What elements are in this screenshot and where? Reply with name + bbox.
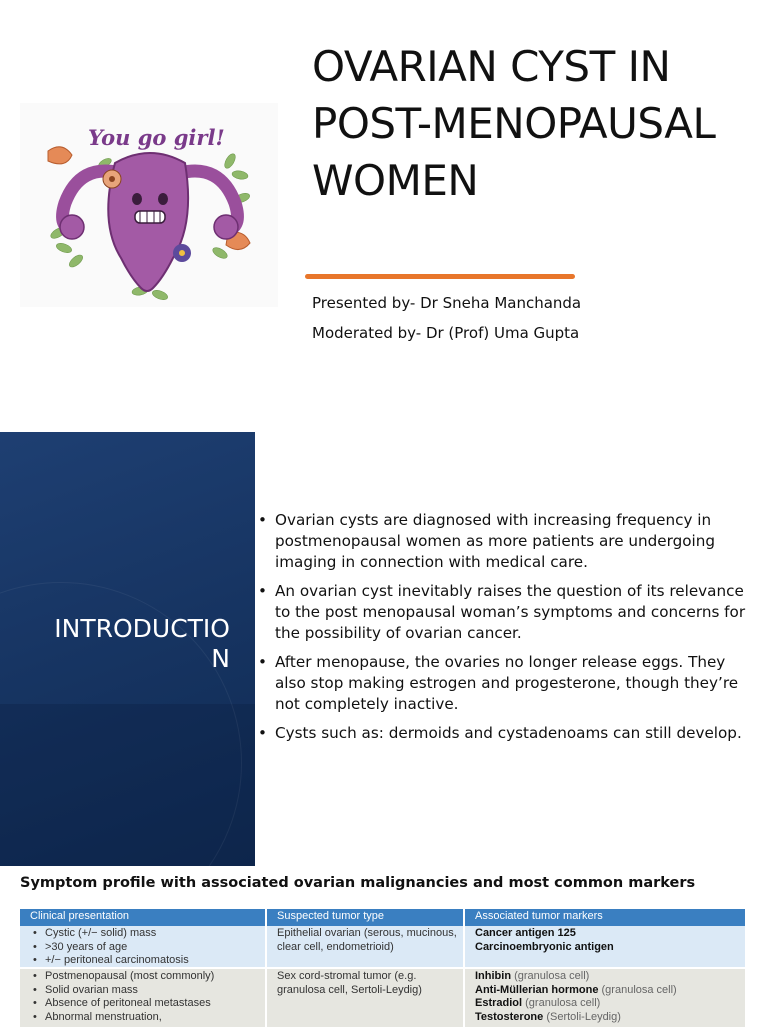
bullet-item: • After menopause, the ovaries no longer release eggs. They also stop making estrogen and progesterone, though they’re not completely inactive. bbox=[258, 653, 739, 713]
illustration-caption: You go girl! bbox=[88, 125, 225, 150]
tumor-marker-slide bbox=[0, 866, 768, 1024]
moderator-line: Moderated by- Dr (Prof) Uma Gupta bbox=[312, 324, 580, 342]
bullet-item: • Ovarian cysts are diagnosed with increasing frequency in postmenopausal women as more patients are undergoing imaging in connection with medical care. bbox=[258, 511, 716, 571]
bullet-item: • Cysts such as: dermoids and cystadenoams can still develop. bbox=[258, 724, 742, 742]
uterus-cartoon-icon bbox=[20, 103, 278, 307]
table-row bbox=[20, 926, 747, 967]
presentation-cell: • Postmenopausal (most commonly) • Solid ovarian mass • Absence of peritoneal metastases • Abnormal menstruation, bbox=[20, 967, 267, 1027]
title-slide bbox=[0, 0, 768, 432]
presentation-cell: • Cystic (+/− solid) mass • >30 years of age • +/− peritoneal carcinomatosis bbox=[20, 926, 267, 967]
tumor-marker-table bbox=[20, 909, 747, 1027]
uterus-illustration bbox=[20, 103, 278, 307]
table-caption: Symptom profile with associated ovarian malignancies and most common markers bbox=[20, 875, 696, 891]
markers-cell: Inhibin (granulosa cell) Anti-Müllerian hormone (granulosa cell) Estradiol (granulosa cell) Testosterone (Sertoli-Leydig) bbox=[465, 967, 747, 1027]
tumor-type-cell: Sex cord-stromal tumor (e.g. granulosa cell, Sertoli-Leydig) bbox=[267, 967, 465, 1027]
bullet-list bbox=[258, 510, 758, 752]
presenter-line: Presented by- Dr Sneha Manchanda bbox=[312, 294, 582, 312]
column-header: Associated tumor markers bbox=[465, 909, 747, 926]
markers-cell: Cancer antigen 125 Carcinoembryonic antigen bbox=[465, 926, 747, 967]
bullet-item: • An ovarian cyst inevitably raises the question of its relevance to the post menopausal woman’s symptoms and concerns for the possibility of ovarian cancer. bbox=[258, 582, 746, 642]
tumor-type-cell: Epithelial ovarian (serous, mucinous, clear cell, endometrioid) bbox=[267, 926, 465, 967]
section-title: INTRODUCTION bbox=[54, 614, 230, 673]
column-header: Clinical presentation bbox=[20, 909, 267, 926]
column-header: Suspected tumor type bbox=[267, 909, 465, 926]
introduction-slide bbox=[0, 432, 768, 866]
presentation-title: OVARIAN CYST IN POST-MENOPAUSAL WOMEN bbox=[312, 42, 716, 205]
table-header bbox=[20, 909, 747, 926]
title-panel bbox=[0, 432, 255, 866]
title-divider bbox=[305, 274, 575, 279]
table-row bbox=[20, 967, 747, 1027]
